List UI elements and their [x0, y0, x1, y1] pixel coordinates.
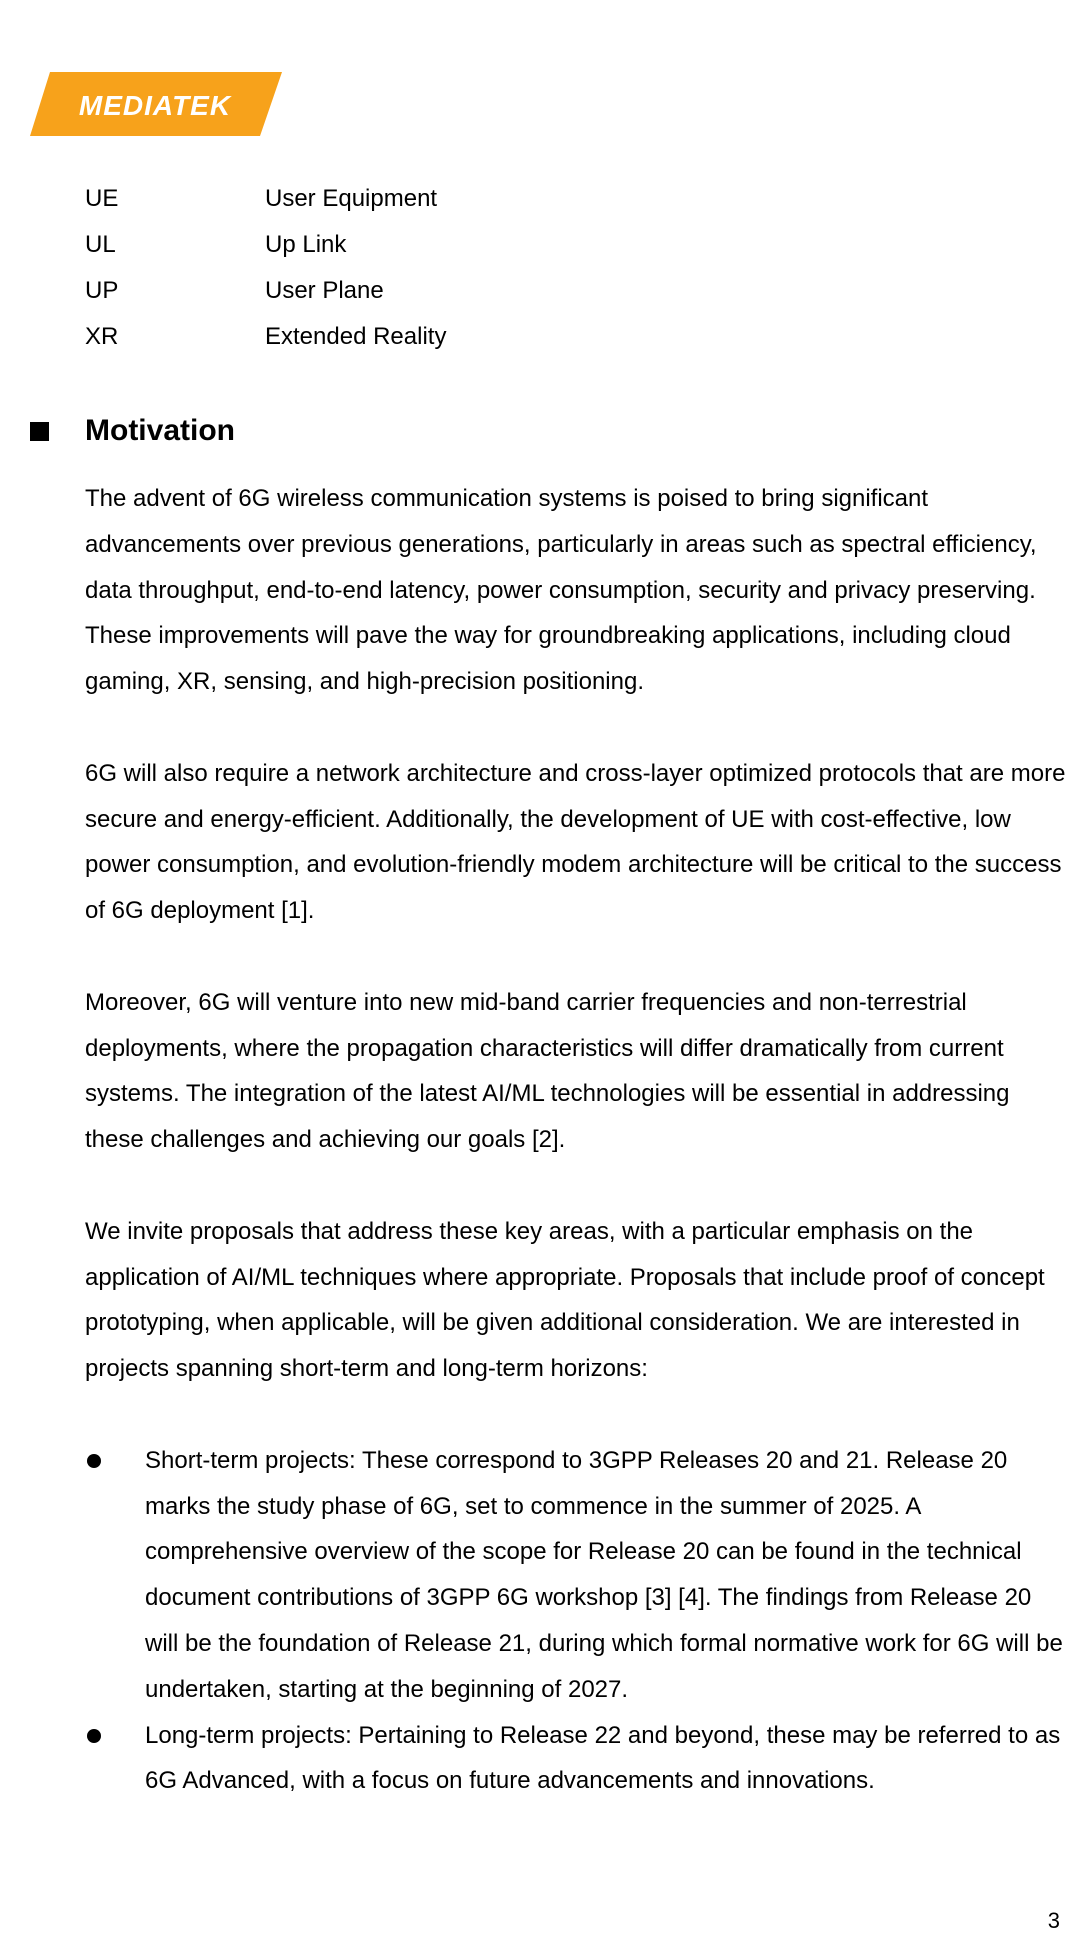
list-item	[85, 1438, 1070, 1713]
bullet-dot-icon	[87, 1729, 101, 1743]
page-number: 3	[1047, 1908, 1060, 1933]
abbreviation-row	[85, 176, 446, 222]
abbreviation-definition: Extended Reality	[265, 323, 447, 350]
abbreviation-table	[85, 176, 446, 360]
abbreviation-row	[85, 268, 446, 314]
section-title: Motivation	[85, 414, 235, 447]
square-bullet-icon	[30, 422, 49, 441]
abbreviation-term: UL	[85, 231, 116, 258]
list-item	[85, 1713, 1070, 1805]
abbreviation-term: XR	[85, 323, 119, 350]
mediatek-logo	[30, 72, 282, 136]
bullet-dot-icon	[87, 1454, 101, 1468]
abbreviation-term: UP	[85, 277, 119, 304]
section-heading	[30, 414, 235, 448]
paragraph: Moreover, 6G will venture into new mid-band carrier frequencies and non-terrestrial deployments, where the propagation characteristics will differ dramatically from current systems. The integration of the latest AI/ML technologies will be essential in addressing these challenges and achieving our goals [2].	[85, 988, 1010, 1154]
list-item-text: Short-term projects: These correspond to 3GPP Releases 20 and 21. Release 20 marks the study phase of 6G, set to commence in the summer of 2025. A comprehensive overview of the scope for Release 20 can be found in the technical document contributions of 3GPP 6G workshop [3] [4]. The findings from Release 20 will be the foundation of Release 21, during which formal normative work for 6G will be undertaken, starting at the beginning of 2027.	[145, 1446, 1063, 1703]
abbreviation-term: UE	[85, 185, 119, 212]
paragraph: 6G will also require a network architecture and cross-layer optimized protocols that are more secure and energy-efficient. Additionally, the development of UE with cost-effective, low power consumption, and evolution-friendly modem architecture will be critical to the success of 6G deployment [1].	[85, 759, 1066, 925]
abbreviation-definition: Up Link	[265, 231, 347, 258]
abbreviation-definition: User Equipment	[265, 185, 438, 212]
paragraph: We invite proposals that address these key areas, with a particular emphasis on the application of AI/ML techniques where appropriate. Proposals that include proof of concept prototyping, when applicable, will be given additional consideration. We are interested in projects spanning short-term and long-term horizons:	[85, 1217, 1045, 1383]
paragraph: The advent of 6G wireless communication systems is poised to bring significant advancements over previous generations, particularly in areas such as spectral efficiency, data throughput, end-to-end latency, power consumption, security and privacy preserving. These improvements will pave the way for groundbreaking applications, including cloud gaming, XR, sensing, and high-precision positioning.	[85, 485, 1037, 696]
section-body	[85, 476, 1070, 1804]
abbreviation-row	[85, 314, 446, 360]
logo-text: MEDIATEK	[78, 90, 232, 121]
abbreviation-definition: User Plane	[265, 277, 384, 304]
list-item-text: Long-term projects: Pertaining to Release 22 and beyond, these may be referred to as 6G Advanced, with a focus on future advancements and innovations.	[145, 1721, 1061, 1795]
project-horizon-list	[85, 1438, 1070, 1804]
abbreviation-row	[85, 222, 446, 268]
